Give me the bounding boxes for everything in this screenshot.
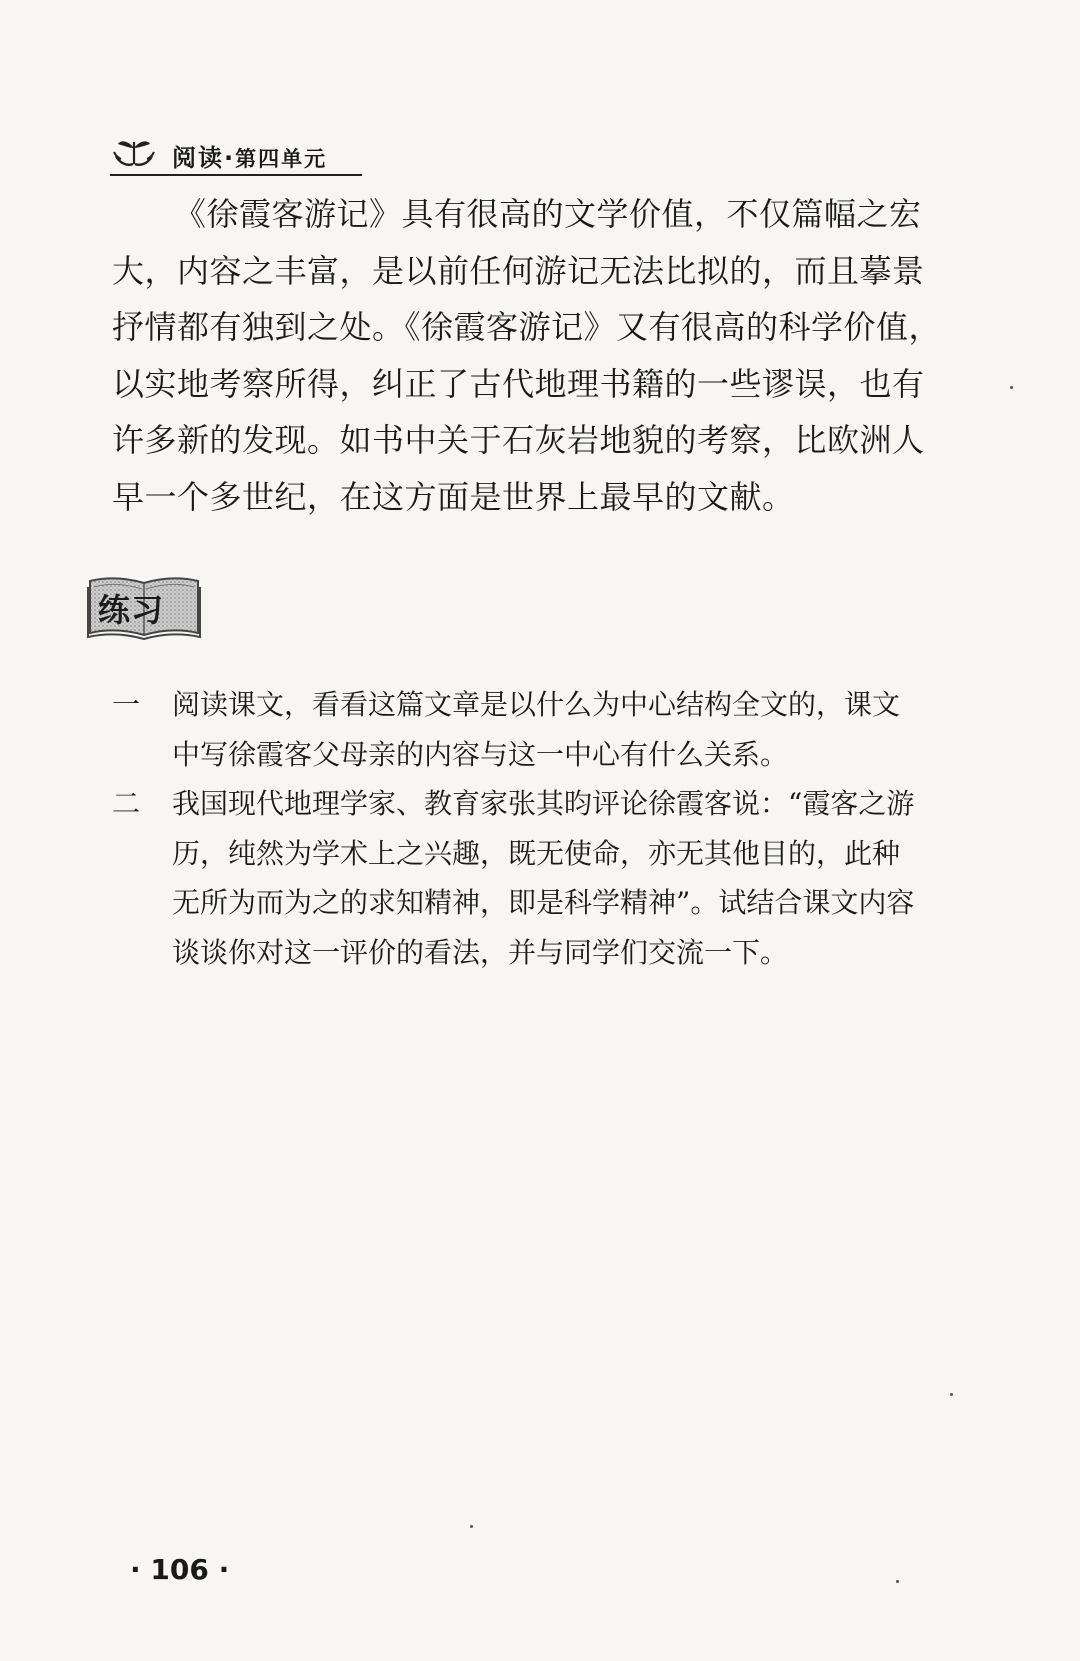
exercise-line: 阅读课文，看看这篇文章是以什么为中心结构全文的，课文 (172, 688, 901, 721)
exercise-item (110, 779, 1010, 977)
paragraph-line: 以实地考察所得，纠正了古代地理书籍的一些谬误，也有 (112, 364, 925, 403)
scan-speck (950, 1393, 953, 1396)
paragraph-line: 许多新的发现。如书中关于石灰岩地貌的考察，比欧洲人 (112, 421, 925, 459)
exercise-line: 谈谈你对这一评价的看法，并与同学们交流一下。 (172, 935, 789, 969)
exercise-line: 中写徐霞客父母亲的内容与这一中心有什么关系。 (172, 737, 789, 771)
exercise-badge (86, 573, 204, 643)
running-header (110, 134, 362, 176)
body-paragraph (112, 186, 1002, 525)
scan-speck (1010, 386, 1013, 389)
exercise-number: 一 (112, 688, 141, 721)
scan-speck (896, 1580, 899, 1583)
paragraph-line: 早一个多世纪，在这方面是世界上最早的文献。 (112, 477, 795, 516)
exercise-line: 无所为而为之的求知精神，即是科学精神”。试结合课文内容 (172, 886, 915, 919)
exercise-badge-label: 练习 (98, 591, 165, 629)
header-title (172, 138, 327, 173)
scan-speck (470, 1525, 473, 1528)
page-number: · 106 · (130, 1553, 230, 1586)
exercise-line: 我国现代地理学家、教育家张其昀评论徐霞客说：“霞客之游 (172, 787, 915, 820)
header-separator: · (224, 144, 236, 172)
exercise-number: 二 (112, 787, 141, 820)
paragraph-line: 抒情都有独到之处。《徐霞客游记》又有很高的科学价值， (112, 308, 942, 346)
sprout-hands-icon (112, 134, 156, 170)
paragraph-line: 大，内容之丰富，是以前任何游记无法比拟的，而且摹景 (112, 251, 925, 290)
header-unit: 第四单元 (235, 146, 328, 171)
exercise-text (172, 680, 1010, 779)
exercise-text (172, 779, 1010, 977)
exercise-list (110, 680, 1010, 977)
exercise-line: 历，纯然为学术上之兴趣，既无使命，亦无其他目的，此种 (172, 836, 901, 870)
paragraph-line: 《徐霞客游记》具有很高的文学价值，不仅篇幅之宏 (174, 195, 922, 233)
header-section: 阅读 (172, 144, 224, 172)
exercise-item (110, 680, 1010, 779)
